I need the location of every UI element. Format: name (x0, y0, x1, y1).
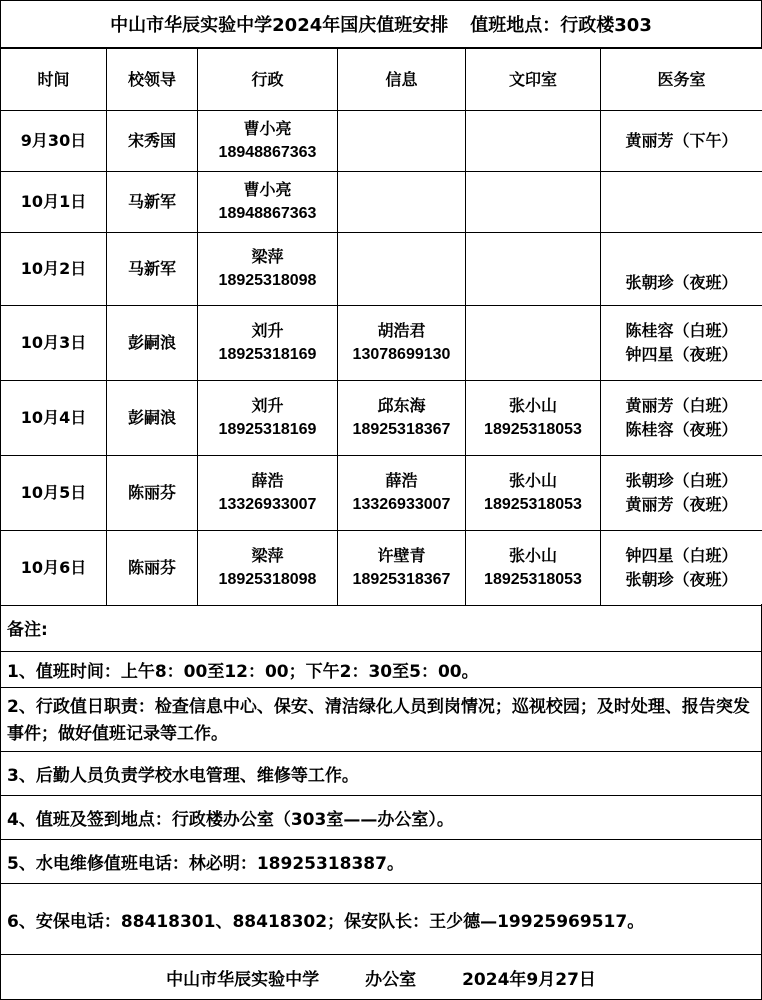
table-row (1, 531, 762, 606)
header-leader: 校领导 (107, 49, 198, 111)
cell-print (466, 381, 601, 456)
cell-date: 10月5日 (1, 456, 107, 531)
cell-date: 10月3日 (1, 306, 107, 381)
page-title: 中山市华辰实验中学2024年国庆值班安排 (110, 15, 449, 36)
admin-name: 梁萍 (251, 247, 284, 266)
admin-phone: 18925318098 (218, 272, 317, 289)
cell-info (338, 456, 466, 531)
cell-admin (198, 381, 338, 456)
admin-name: 曹小亮 (243, 119, 292, 138)
medical-night: 张朝珍（夜班） (625, 273, 738, 292)
medical-day: 陈桂容（白班） (625, 321, 738, 340)
note-item: 4、值班及签到地点：行政楼办公室（303室——办公室）。 (0, 796, 762, 840)
table-row (1, 381, 762, 456)
note-item: 6、安保电话：88418301、88418302；保安队长：王少德—19925969517。 (0, 884, 762, 955)
info-name: 薛浩 (385, 471, 418, 490)
medical-night: 钟四星（夜班） (625, 345, 738, 364)
notes-heading: 备注: (0, 604, 762, 652)
cell-leader: 彭嗣浪 (107, 381, 198, 456)
cell-date: 9月30日 (1, 111, 107, 172)
header-print-room: 文印室 (466, 49, 601, 111)
medical-night: 黄丽芳（夜班） (625, 495, 738, 514)
cell-admin (198, 531, 338, 606)
medical-day: 黄丽芳（白班） (625, 396, 738, 415)
duty-location: 值班地点：行政楼303 (470, 15, 652, 36)
print-name: 张小山 (508, 471, 557, 490)
header-admin: 行政 (198, 49, 338, 111)
admin-name: 刘升 (251, 321, 284, 340)
table-row (1, 306, 762, 381)
cell-leader: 马新军 (107, 172, 198, 233)
cell-info (338, 381, 466, 456)
table-row (1, 111, 762, 172)
medical-night: 陈桂容（夜班） (625, 420, 738, 439)
cell-leader: 宋秀国 (107, 111, 198, 172)
info-phone: 13078699130 (352, 346, 451, 363)
header-medical: 医务室 (601, 49, 762, 111)
cell-leader: 陈丽芬 (107, 456, 198, 531)
admin-name: 梁萍 (251, 546, 284, 565)
footer-signature (0, 955, 762, 1000)
print-phone: 18925318053 (484, 496, 582, 513)
info-phone: 13326933007 (352, 496, 451, 513)
print-name: 张小山 (508, 546, 557, 565)
cell-leader: 陈丽芬 (107, 531, 198, 606)
footer-school: 中山市华辰实验中学 (166, 969, 320, 990)
cell-date: 10月2日 (1, 233, 107, 306)
admin-phone: 18948867363 (218, 144, 317, 161)
table-row (1, 456, 762, 531)
cell-leader: 马新军 (107, 233, 198, 306)
print-phone: 18925318053 (484, 421, 582, 438)
cell-date: 10月1日 (1, 172, 107, 233)
note-item: 1、值班时间：上午8：00至12：00；下午2：30至5：00。 (0, 652, 762, 688)
cell-admin (198, 233, 338, 306)
medical-day: 黄丽芳（下午） (625, 131, 738, 150)
header-info: 信息 (338, 49, 466, 111)
cell-medical (601, 381, 762, 456)
table-row (1, 233, 762, 306)
cell-info (338, 531, 466, 606)
cell-print (466, 111, 601, 172)
cell-info (338, 233, 466, 306)
print-name: 张小山 (508, 396, 557, 415)
header-row (1, 49, 762, 111)
table-row (1, 172, 762, 233)
cell-medical (601, 111, 762, 172)
cell-admin (198, 306, 338, 381)
info-phone: 18925318367 (352, 421, 451, 438)
cell-date: 10月4日 (1, 381, 107, 456)
admin-phone: 18925318169 (218, 421, 317, 438)
note-item: 5、水电维修值班电话：林必明：18925318387。 (0, 840, 762, 884)
cell-print (466, 172, 601, 233)
medical-night: 张朝珍（夜班） (625, 570, 738, 589)
duty-table (0, 48, 762, 606)
admin-phone: 18948867363 (218, 205, 317, 222)
cell-medical (601, 531, 762, 606)
cell-info (338, 172, 466, 233)
title-row (0, 0, 762, 48)
medical-day: 钟四星（白班） (625, 546, 738, 565)
cell-medical (601, 456, 762, 531)
print-phone: 18925318053 (484, 571, 582, 588)
cell-info (338, 306, 466, 381)
admin-name: 刘升 (251, 396, 284, 415)
medical-day: 张朝珍（白班） (625, 471, 738, 490)
note-item: 3、后勤人员负责学校水电管理、维修等工作。 (0, 752, 762, 796)
footer-date: 2024年9月27日 (462, 969, 596, 990)
cell-leader: 彭嗣浪 (107, 306, 198, 381)
cell-admin (198, 456, 338, 531)
cell-date: 10月6日 (1, 531, 107, 606)
info-phone: 18925318367 (352, 571, 451, 588)
admin-phone: 18925318169 (218, 346, 317, 363)
note-item: 2、行政值日职责：检查信息中心、保安、清洁绿化人员到岗情况；巡视校园；及时处理、报告突发事件；做好值班记录等工作。 (0, 688, 762, 752)
cell-print (466, 456, 601, 531)
info-name: 许壁青 (377, 546, 426, 565)
cell-medical (601, 172, 762, 233)
cell-medical (601, 233, 762, 306)
footer-office: 办公室 (365, 969, 417, 990)
cell-print (466, 233, 601, 306)
cell-admin (198, 111, 338, 172)
info-name: 胡浩君 (377, 321, 426, 340)
cell-admin (198, 172, 338, 233)
cell-medical (601, 306, 762, 381)
info-name: 邱东海 (377, 396, 426, 415)
cell-print (466, 531, 601, 606)
admin-phone: 13326933007 (218, 496, 317, 513)
admin-name: 曹小亮 (243, 180, 292, 199)
admin-name: 薛浩 (251, 471, 284, 490)
cell-info (338, 111, 466, 172)
header-time: 时间 (1, 49, 107, 111)
cell-print (466, 306, 601, 381)
admin-phone: 18925318098 (218, 571, 317, 588)
